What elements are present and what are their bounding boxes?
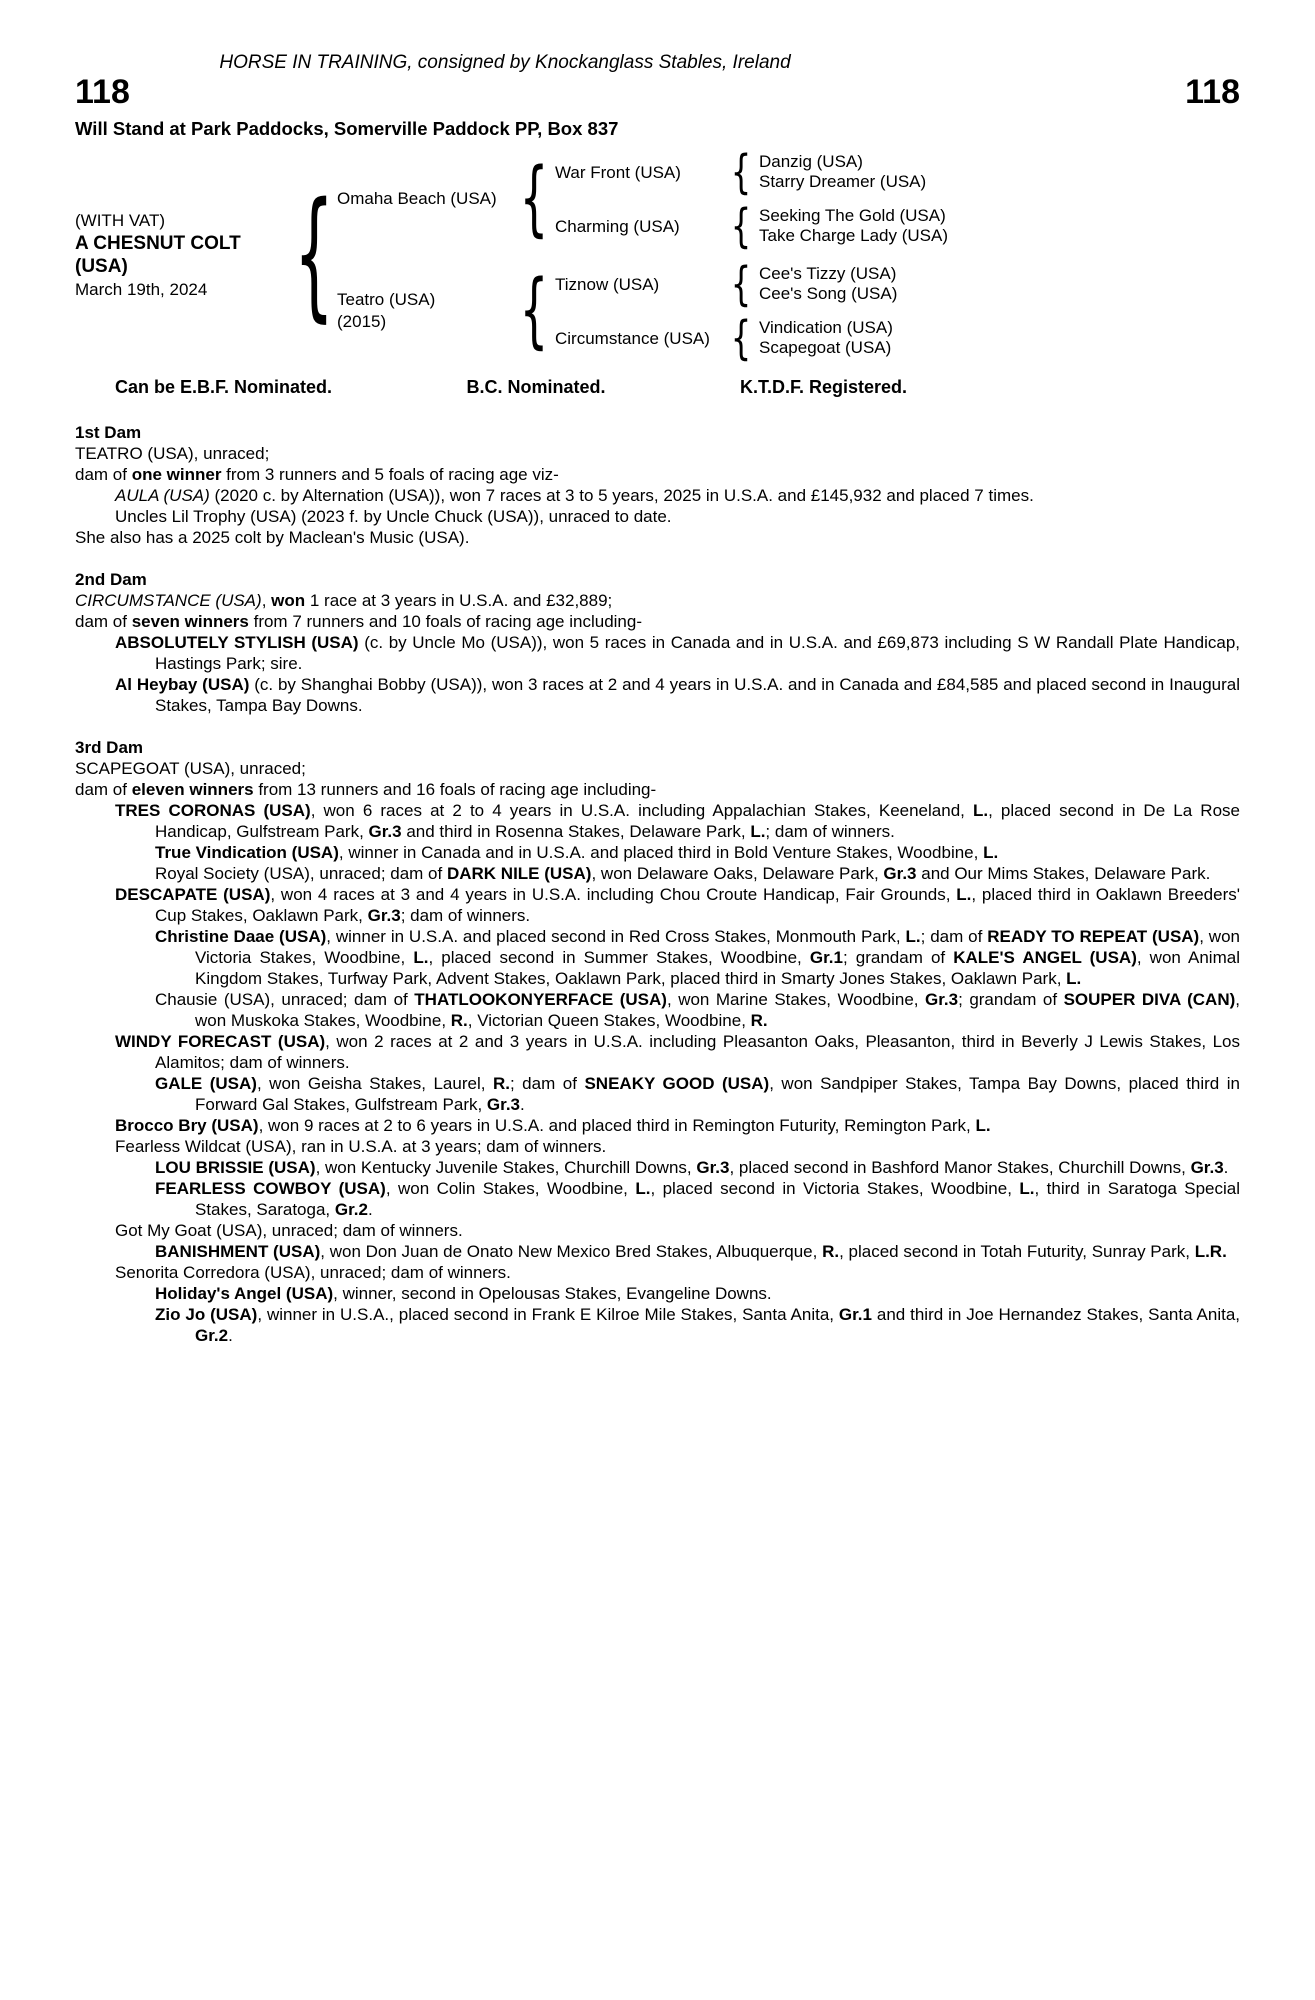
pedigree-generations [331,145,948,365]
dam-heading: 2nd Dam [75,570,147,589]
text-segment: DESCAPATE (USA) [115,885,271,904]
text-segment: R. [450,1011,468,1030]
dam-name-text: Teatro (USA) [337,290,436,309]
pedigree-paragraph [75,800,1240,842]
lot-number-left: 118 [75,73,130,111]
pedigree-paragraph [75,884,1240,926]
text-segment: Gr.1 [838,1305,872,1324]
text-segment: , winner in Canada and in U.S.A. and placed third in Bold Venture Stakes, Woodbine, [338,843,984,862]
text-segment: , [261,591,272,610]
text-segment: , won Delaware Oaks, Delaware Park, [591,864,884,883]
text-segment: L. [956,885,972,904]
text-segment: Zio Jo (USA) [155,1305,258,1324]
dam-sections [75,422,1240,1346]
text-segment: , won 9 races at 2 to 6 years in U.S.A. and placed third in Remington Futurity, Remington Park, [258,1116,976,1135]
great-grandparents [751,264,897,304]
text-segment: Gr.3 [367,906,401,925]
great-grandparents [751,206,948,246]
text-segment: , won Don Juan de Onato New Mexico Bred Stakes, Albuquerque, [320,1242,823,1261]
text-segment: L. [905,927,921,946]
text-segment: WINDY FORECAST (USA) [115,1032,326,1051]
text-segment: , placed third in Oaklawn Breeders' Cup Stakes, Oaklawn Park, [155,885,1240,925]
text-segment: , third in Saratoga Special Stakes, Saratoga, [195,1179,1240,1219]
text-segment: Gr.3 [1190,1158,1224,1177]
text-segment: Gr.3 [883,864,917,883]
dam-ancestors [547,257,898,365]
great-grandparents [751,152,926,192]
pedigree-paragraph [75,1283,1240,1304]
text-segment: one winner [131,465,222,484]
text-segment: . [367,1200,373,1219]
text-segment: , placed second in Summer Stakes, Woodbine, [428,948,810,967]
text-segment: Royal Society (USA), unraced; dam of [155,864,447,883]
text-segment: THATLOOKONYERFACE (USA) [414,990,667,1009]
text-segment: Gr.3 [925,990,959,1009]
text-segment: ; dam of [509,1074,585,1093]
pedigree-paragraph [75,590,1240,611]
text-segment: R. [492,1074,510,1093]
dam-sire-branch [547,257,898,311]
text-segment: ; dam of winners. [400,906,531,925]
colt-name: A CHESNUT COLT [75,233,241,254]
pedigree-paragraph [75,1073,1240,1115]
text-segment: seven winners [131,612,249,631]
pedigree-paragraph [75,506,1240,527]
text-segment: Holiday's Angel (USA) [155,1284,334,1303]
text-segment: Senorita Corredora (USA), unraced; dam of winners. [115,1263,511,1282]
stand-location-line: Will Stand at Park Paddocks, Somerville Paddock PP, Box 837 [75,118,619,139]
pedigree-paragraph [75,611,1240,632]
text-segment: and third in Joe Hernandez Stakes, Santa Anita, [871,1305,1240,1324]
pedigree-paragraph [75,1262,1240,1283]
text-segment: SOUPER DIVA (CAN) [1063,990,1236,1009]
text-segment: , winner in U.S.A. and placed second in Red Cross Stakes, Monmouth Park, [326,927,906,946]
dam-dam-branch [547,311,897,365]
sire-branch [331,145,948,253]
text-segment: dam of [75,465,132,484]
lot-number-right: 118 [1185,73,1240,111]
text-segment: 1 race at 3 years in U.S.A. and £32,889; [305,591,613,610]
text-segment: , won Animal Kingdom Stakes, Turfway Park, Advent Stakes, Oaklawn Park, placed third in Smarty Jones Stakes, Oaklawn Park, [195,948,1240,988]
text-segment: L. [635,1179,651,1198]
ktdf-registration: K.T.D.F. Registered. [739,377,907,397]
sire-sire-name: War Front (USA) [555,162,681,182]
text-segment: , Victorian Queen Stakes, Woodbine, [467,1011,751,1030]
sire-ancestors [547,145,948,253]
colt-country: (USA) [75,256,128,277]
text-segment: Al Heybay (USA) [115,675,250,694]
ancestor-name: Starry Dreamer (USA) [759,172,927,191]
text-segment: , winner in U.S.A., placed second in Frank E Kilroe Mile Stakes, Santa Anita, [257,1305,839,1324]
text-segment: , won Marine Stakes, Woodbine, [666,990,925,1009]
brace-icon: { [519,151,549,246]
text-segment: L. [983,843,999,862]
pedigree-paragraph [75,1241,1240,1262]
text-segment: CIRCUMSTANCE (USA) [75,591,262,610]
text-segment: Gr.2 [195,1326,229,1345]
text-segment: L. [750,822,766,841]
bc-nomination: B.C. Nominated. [466,377,606,397]
text-segment: SCAPEGOAT (USA), unraced; [75,759,306,778]
text-segment: , placed second in Victoria Stakes, Woodbine, [650,1179,1020,1198]
text-segment: L. [1019,1179,1035,1198]
great-grandparents [751,318,893,358]
text-segment: , won Kentucky Juvenile Stakes, Churchill Downs, [315,1158,697,1177]
text-segment: Gr.2 [334,1200,368,1219]
text-segment: , placed second in Totah Futurity, Sunray Park, [839,1242,1195,1261]
text-segment: and Our Mims Stakes, Delaware Park. [916,864,1211,883]
vat-note: (WITH VAT) [75,211,166,230]
text-segment: dam of [75,612,132,631]
text-segment: L. [975,1116,991,1135]
text-segment: ABSOLUTELY STYLISH (USA) [115,633,359,652]
brace-icon: { [730,199,752,253]
text-segment: She also has a 2025 colt by Maclean's Music (USA). [75,528,470,547]
text-segment: R. [822,1242,840,1261]
text-segment: , placed second in Bashford Manor Stakes, Churchill Downs, [729,1158,1191,1177]
pedigree-paragraph [75,779,1240,800]
pedigree-paragraph [75,443,1240,464]
text-segment: (2020 c. by Alternation (USA)), won 7 races at 3 to 5 years, 2025 in U.S.A. and £145,932 and placed 7 times. [209,486,1034,505]
text-segment: TRES CORONAS (USA) [115,801,311,820]
text-segment: True Vindication (USA) [155,843,339,862]
text-segment: Gr.3 [486,1095,521,1114]
text-segment: , winner, second in Opelousas Stakes, Evangeline Downs. [333,1284,772,1303]
text-segment: Chausie (USA), unraced; dam of [155,990,415,1009]
text-segment: L.R. [1194,1242,1227,1261]
text-segment: Gr.3 [696,1158,730,1177]
dam-heading: 1st Dam [75,423,142,442]
ancestor-name: Take Charge Lady (USA) [759,226,948,245]
text-segment: Gr.1 [809,948,843,967]
brace-icon: { [730,145,752,199]
text-segment: L. [1066,969,1082,988]
text-segment: from 3 runners and 5 foals of racing age viz- [221,465,559,484]
pedigree-paragraph [75,1304,1240,1346]
text-segment: Uncles Lil Trophy (USA) (2023 f. by Uncle Chuck (USA)), unraced to date. [115,507,672,526]
text-segment: FEARLESS COWBOY (USA) [155,1179,386,1198]
brace-icon: { [519,263,549,358]
pedigree-paragraph [75,989,1240,1031]
text-segment: ; dam of [920,927,988,946]
dam-branch [331,257,948,365]
text-segment: . [520,1095,525,1114]
ancestor-name: Cee's Tizzy (USA) [759,264,897,283]
text-segment: ; grandam of [958,990,1064,1009]
sire-dam-branch [547,199,948,253]
ancestor-name: Cee's Song (USA) [759,284,898,303]
text-segment: SNEAKY GOOD (USA) [584,1074,770,1093]
lot-number-row [75,74,1240,110]
text-segment: DARK NILE (USA) [446,864,592,883]
ancestor-name: Scapegoat (USA) [759,338,892,357]
text-segment: , won 2 races at 2 and 3 years in U.S.A. including Pleasanton Oaks, Pleasanton, third in Beverly J Lewis Stakes, Los Alamitos; dam of winners. [155,1032,1241,1072]
text-segment: ; grandam of [842,948,954,967]
pedigree-paragraph [75,464,1240,485]
nominations-line [115,377,907,398]
pedigree-paragraph [75,758,1240,779]
text-segment: . [1223,1158,1229,1177]
text-segment: (c. by Shanghai Bobby (USA)), won 3 races at 2 and 4 years in U.S.A. and in Canada and £84,585 and placed second in Inaugural Stakes, Tampa Bay Downs. [155,675,1240,715]
text-segment: , won 4 races at 3 and 4 years in U.S.A. including Chou Croute Handicap, Fair Grounds, [270,885,957,904]
text-segment: L. [413,948,429,967]
text-segment: , won Muskoka Stakes, Woodbine, [195,990,1240,1030]
pedigree-paragraph [75,632,1240,674]
pedigree-table [75,145,1240,365]
dam-dam-name: Circumstance (USA) [555,328,710,348]
text-segment: Christine Daae (USA) [155,927,327,946]
pedigree-paragraph [75,926,1240,989]
pedigree-paragraph [75,1115,1240,1136]
text-segment: eleven winners [131,780,254,799]
text-segment: AULA (USA) [115,486,210,505]
text-segment: . [228,1326,233,1345]
text-segment: Brocco Bry (USA) [115,1116,259,1135]
text-segment: won [271,591,306,610]
text-segment: , placed second in De La Rose Handicap, Gulfstream Park, [155,801,1240,841]
text-segment: from 13 runners and 16 foals of racing age including- [253,780,657,799]
text-segment: (c. by Uncle Mo (USA)), won 5 races in Canada and in U.S.A. and £69,873 including S W Randall Plate Handicap, Hastings Park; sire. [155,633,1240,673]
pedigree-paragraph [75,527,1240,548]
pedigree-paragraph [75,1136,1240,1157]
text-segment: dam of [75,780,132,799]
text-segment: Got My Goat (USA), unraced; dam of winners. [115,1221,463,1240]
dam-year: (2015) [337,312,387,331]
sire-name: Omaha Beach (USA) [337,189,497,208]
brace-icon: { [730,257,752,311]
text-segment: Gr.3 [368,822,402,841]
text-segment: and third in Rosenna Stakes, Delaware Park, [401,822,751,841]
pedigree-paragraph [75,674,1240,716]
pedigree-paragraph [75,485,1240,506]
pedigree-paragraph [75,842,1240,863]
pedigree-paragraph [75,1178,1240,1220]
text-segment: BANISHMENT (USA) [155,1242,321,1261]
text-segment: ; dam of winners. [765,822,895,841]
pedigree-paragraph [75,1220,1240,1241]
ancestor-name: Seeking The Gold (USA) [759,206,946,225]
ancestor-name: Danzig (USA) [759,152,863,171]
ancestor-name: Vindication (USA) [759,318,893,337]
brace-icon: { [293,173,335,336]
pedigree-paragraph [75,1157,1240,1178]
pedigree-paragraph [75,863,1240,884]
text-segment: TEATRO (USA), unraced; [75,444,270,463]
brace-icon: { [730,311,752,365]
text-segment: R. [750,1011,768,1030]
colt-details [75,209,297,301]
colt-foaling-date: March 19th, 2024 [75,280,208,299]
text-segment: KALE'S ANGEL (USA) [953,948,1137,967]
text-segment: L. [972,801,989,820]
sire-sire-branch [547,145,948,199]
text-segment: READY TO REPEAT (USA) [987,927,1200,946]
dam-sire-name: Tiznow (USA) [555,274,660,294]
text-segment: Fearless Wildcat (USA), ran in U.S.A. at 3 years; dam of winners. [115,1137,607,1156]
text-segment: , won Sandpiper Stakes, Tampa Bay Downs, placed third in Forward Gal Stakes, Gulfstream Park, [195,1074,1241,1114]
text-segment: GALE (USA) [155,1074,257,1093]
dam-heading: 3rd Dam [75,738,144,757]
ebf-nomination: Can be E.B.F. Nominated. [115,377,333,397]
pedigree-paragraph [75,1031,1240,1073]
text-segment: from 7 runners and 10 foals of racing age including- [248,612,642,631]
text-segment: , won 6 races at 2 to 4 years in U.S.A. including Appalachian Stakes, Keeneland, [310,801,973,820]
sire-dam-name: Charming (USA) [555,216,680,236]
text-segment: , won Victoria Stakes, Woodbine, [195,927,1240,967]
text-segment: , won Geisha Stakes, Laurel, [256,1074,493,1093]
text-segment: , won Colin Stakes, Woodbine, [385,1179,636,1198]
dam-name [331,289,521,333]
text-segment: LOU BRISSIE (USA) [155,1158,316,1177]
consignor-line: HORSE IN TRAINING, consigned by Knockanglass Stables, Ireland [219,52,791,73]
